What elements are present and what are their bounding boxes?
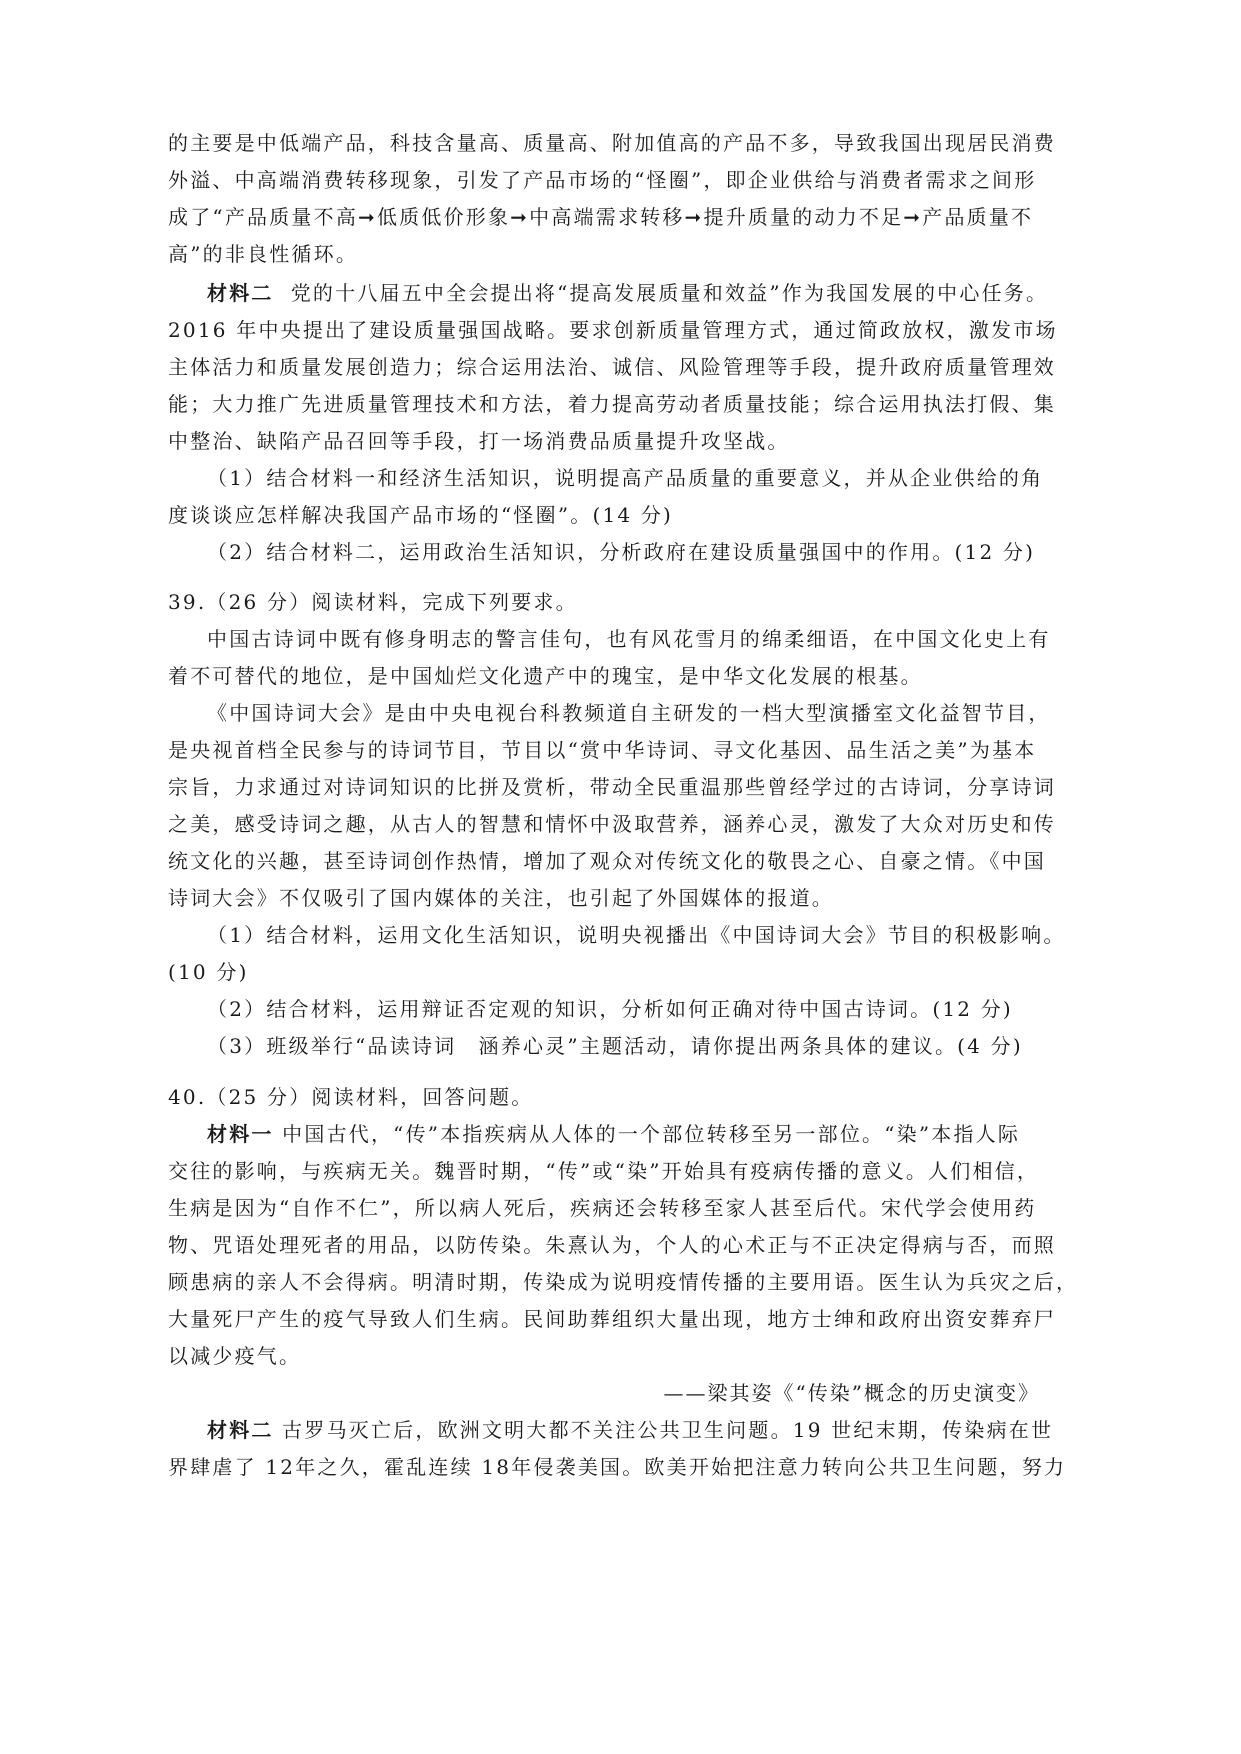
text-line: 界肆虐了 12年之久，霍乱连续 18年侵袭美国。欧美开始把注意力转向公共卫生问题，努力: [168, 1455, 1067, 1479]
text-line: 《中国诗词大会》是由中央电视台科教频道自主研发的一档大型演播室文化益智节目，: [207, 701, 1051, 725]
text-line: 交往的影响，与疾病无关。魏晋时期，“传”或“染”开始具有疫病传播的意义。人们相信，: [168, 1159, 1040, 1183]
text-line: 2016 年中央提出了建设质量强国战略。要求创新质量管理方式，通过简政放权，激发市场: [168, 318, 1058, 342]
material-label: 材料二: [207, 1418, 274, 1442]
question-text: （3）班级举行“品读诗词 涵养心灵”主题活动，请你提出两条具体的建议。(4 分): [207, 1034, 1023, 1058]
material-two-line: [207, 279, 1048, 307]
text-line: 大量死尸产生的疫气导致人们生病。民间助葬组织大量出现，地方士绅和政府出资安葬弃尸: [168, 1307, 1056, 1331]
text-line: 以减少疫气。: [168, 1344, 302, 1368]
text-line: 党的十八届五中全会提出将“提高发展质量和效益”作为我国发展的中心任务。: [290, 281, 1049, 305]
text-line: 是央视首档全民参与的诗词节目，节目以“赏中华诗词、寻文化基因、品生活之美”为基本: [168, 738, 1037, 762]
text-line: 统文化的兴趣，甚至诗词创作热情，增加了观众对传统文化的敬畏之心、自豪之情。《中国: [168, 849, 1046, 873]
text-line: 外溢、中高端消费转移现象，引发了产品市场的“怪圈”，即企业供给与消费者需求之间形: [168, 168, 1037, 192]
question-heading: 40.（25 分）阅读材料，回答问题。: [168, 1085, 534, 1109]
question-text: （1）结合材料，运用文化生活知识，说明央视播出《中国诗词大会》节目的积极影响。: [207, 923, 1066, 947]
question-text: （1）结合材料一和经济生活知识，说明提高产品质量的重要意义，并从企业供给的角: [207, 466, 1044, 490]
text-line: 着不可替代的地位，是中国灿烂文化遗产中的瑰宝，是中华文化发展的根基。: [168, 664, 923, 688]
question-text: （2）结合材料二，运用政治生活知识，分析政府在建设质量强国中的作用。(12 分): [207, 540, 1036, 564]
text-line: 中国古代，“传”本指疾病从人体的一个部位转移至另一部位。“染”本指人际: [282, 1122, 1021, 1146]
text-line: 古罗马灭亡后，欧洲文明大都不关注公共卫生问题。19 世纪末期，传染病在世: [282, 1418, 1054, 1442]
text-line: 高”的非良性循环。: [168, 242, 359, 266]
text-line: 中国古诗词中既有修身明志的警言佳句，也有风花雪月的绵柔细语，在中国文化史上有: [207, 627, 1051, 651]
text-line: 诗词大会》不仅吸引了国内媒体的关注，也引起了外国媒体的报道。: [168, 886, 834, 910]
text-line: 主体活力和质量发展创造力；综合运用法治、诚信、风险管理等手段，提升政府质量管理效: [168, 355, 1056, 379]
text-line: 宗旨，力求通过对诗词知识的比拼及赏析，带动全民重温那些曾经学过的古诗词，分享诗词: [168, 775, 1056, 799]
text-line: 成了“产品质量不高➞低质低价形象➞中高端需求转移➞提升质量的动力不足➞产品质量不: [168, 205, 1034, 229]
question-text: （2）结合材料，运用辩证否定观的知识，分析如何正确对待中国古诗词。(12 分): [207, 997, 1013, 1021]
text-line: 物、咒语处理死者的用品，以防传染。朱熹认为，个人的心术正与不正决定得病与否，而照: [168, 1233, 1056, 1257]
text-line: 的主要是中低端产品，科技含量高、质量高、附加值高的产品不多，导致我国出现居民消费: [168, 131, 1056, 155]
material-two-line: [207, 1416, 1053, 1444]
text-line: 能；大力推广先进质量管理技术和方法，着力提高劳动者质量技能；综合运用执法打假、集: [168, 392, 1056, 416]
text-line: 生病是因为“自作不仁”，所以病人死后，疾病还会转移至家人甚至后代。宋代学会使用药: [168, 1196, 1037, 1220]
text-line: 中整治、缺陷产品召回等手段，打一场消费品质量提升攻坚战。: [168, 429, 790, 453]
text-line: 顾患病的亲人不会得病。明清时期，传染成为说明疫情传播的主要用语。医生认为兵灾之后，: [168, 1270, 1079, 1294]
material-label: 材料一: [207, 1122, 274, 1146]
material-one-line: [207, 1120, 1020, 1148]
source-attribution: ——梁其姿《“传染”概念的历史演变》: [663, 1381, 1040, 1405]
text-line: 之美，感受诗词之趣，从古人的智慧和情怀中汲取营养，涵养心灵，激发了大众对历史和传: [168, 812, 1056, 836]
question-text: (10 分): [168, 960, 249, 984]
question-text: 度谈谈应怎样解决我国产品市场的“怪圈”。(14 分): [168, 503, 674, 527]
material-label: 材料二: [207, 281, 274, 305]
question-heading: 39.（26 分）阅读材料，完成下列要求。: [168, 590, 578, 614]
